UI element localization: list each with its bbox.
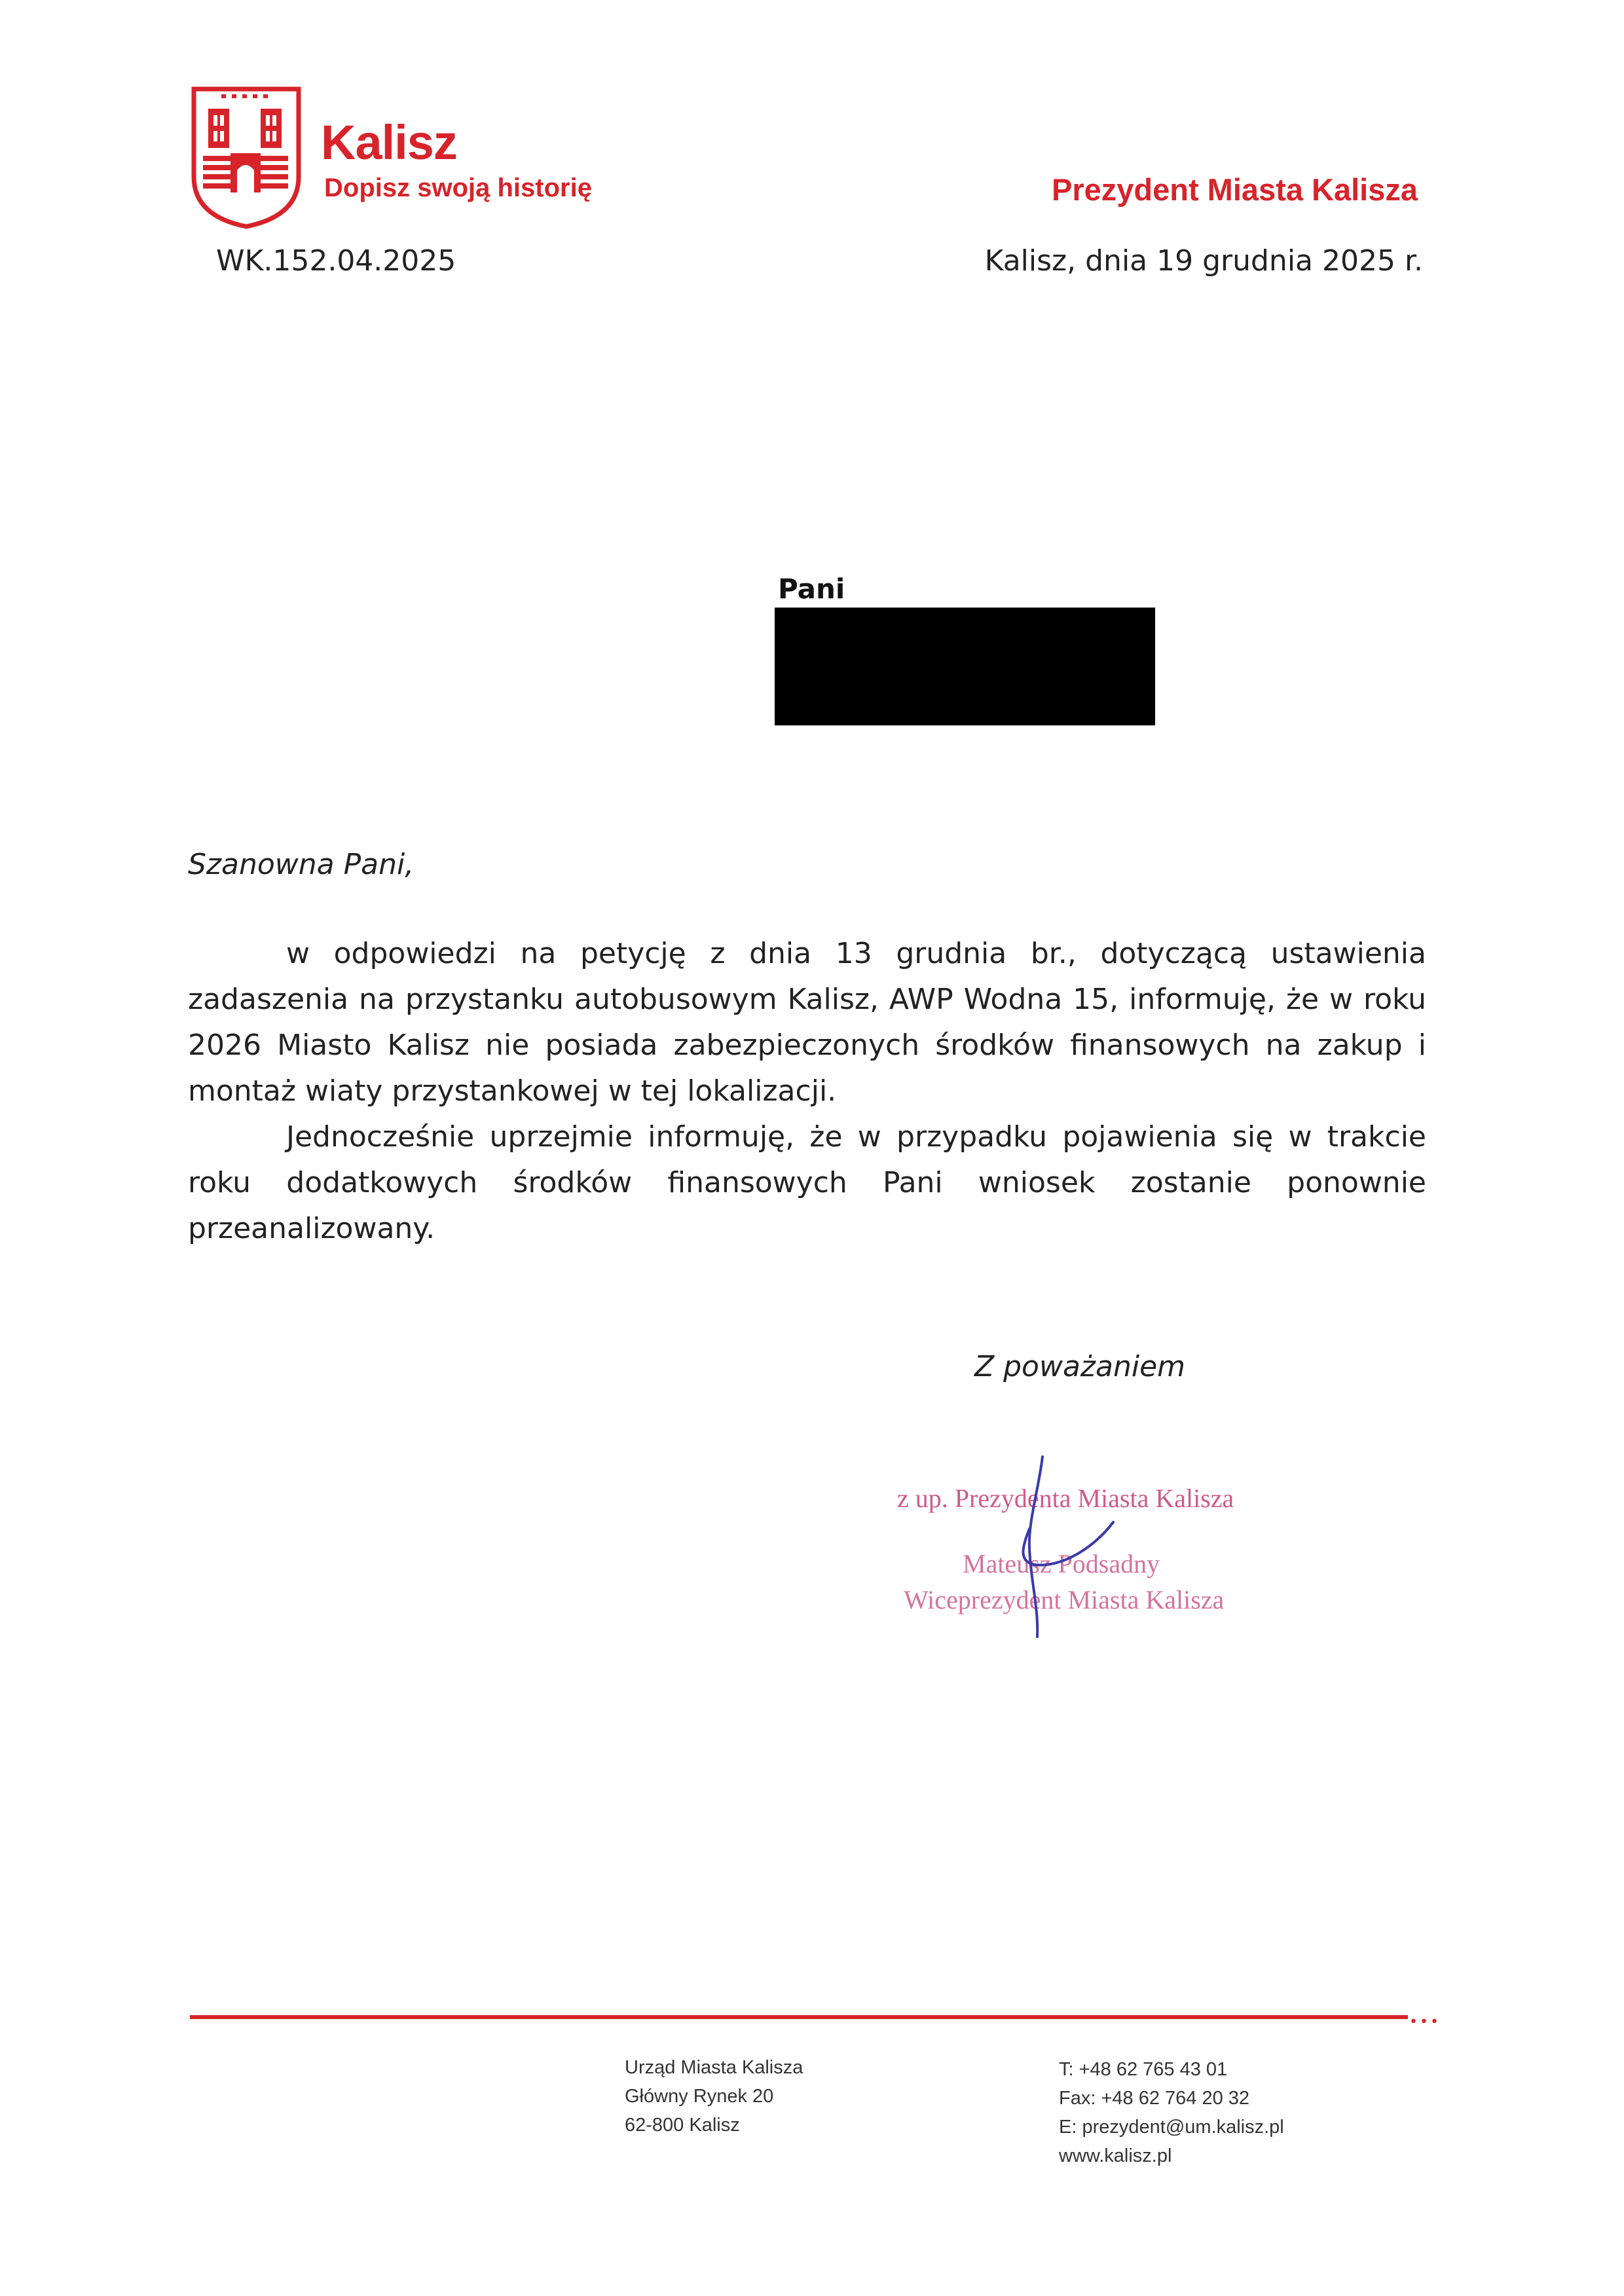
sender-title: Prezydent Miasta Kalisza xyxy=(1052,172,1418,207)
footer-postal-city: 62-800 Kalisz xyxy=(625,2115,740,2136)
footer-divider xyxy=(190,2015,1408,2019)
footer-website: www.kalisz.pl xyxy=(1059,2145,1172,2166)
body-paragraph-1: w odpowiedzi na petycję z dnia 13 grudnia br., dotyczącą ustawienia zadaszenia na przystanku autobusowym Kalisz, AWP Wodna 15, informuję, że w roku 2026 Miasto Kalisz nie posiada zabezpieczonych środków finansowych na zakup i montaż wiaty przystankowej w tej lokalizacji. xyxy=(188,937,1426,1108)
footer-divider-dots: ••• xyxy=(1409,2014,1441,2030)
footer-fax: Fax: +48 62 764 20 32 xyxy=(1059,2088,1250,2109)
footer-address xyxy=(625,2053,803,2140)
footer-office-name: Urząd Miasta Kalisza xyxy=(625,2057,803,2078)
footer-phone: T: +48 62 765 43 01 xyxy=(1059,2059,1228,2080)
letter-date: Kalisz, dnia 19 grudnia 2025 r. xyxy=(984,244,1423,278)
body-paragraph-2: Jednocześnie uprzejmie informuję, że w przypadku pojawienia się w trakcie roku dodatkowych środków finansowych Pani wniosek zostanie ponownie przeanalizowany. xyxy=(188,1120,1426,1245)
recipient-name-redaction xyxy=(775,608,1155,725)
stamp-signatory-name: Mateusz Podsadny xyxy=(963,1549,1160,1578)
letter-greeting: Szanowna Pani, xyxy=(188,848,415,881)
letter-closing: Z poważaniem xyxy=(974,1350,1186,1383)
stamp-authorization-line: z up. Prezydenta Miasta Kalisza xyxy=(897,1484,1234,1513)
reference-number: WK.152.04.2025 xyxy=(216,244,456,278)
recipient-salutation: Pani xyxy=(778,573,845,605)
handwritten-signature xyxy=(982,1450,1153,1640)
kalisz-coat-of-arms-logo xyxy=(190,85,303,230)
footer-street: Główny Rynek 20 xyxy=(625,2086,774,2107)
brand-tagline: Dopisz swoją historię xyxy=(324,173,592,202)
footer-email: E: prezydent@um.kalisz.pl xyxy=(1059,2117,1284,2138)
footer-contact xyxy=(1059,2055,1284,2170)
brand-name: Kalisz xyxy=(321,115,457,170)
letter-body xyxy=(188,931,1426,1252)
stamp-signatory-position: Wiceprezydent Miasta Kalisza xyxy=(904,1585,1225,1614)
